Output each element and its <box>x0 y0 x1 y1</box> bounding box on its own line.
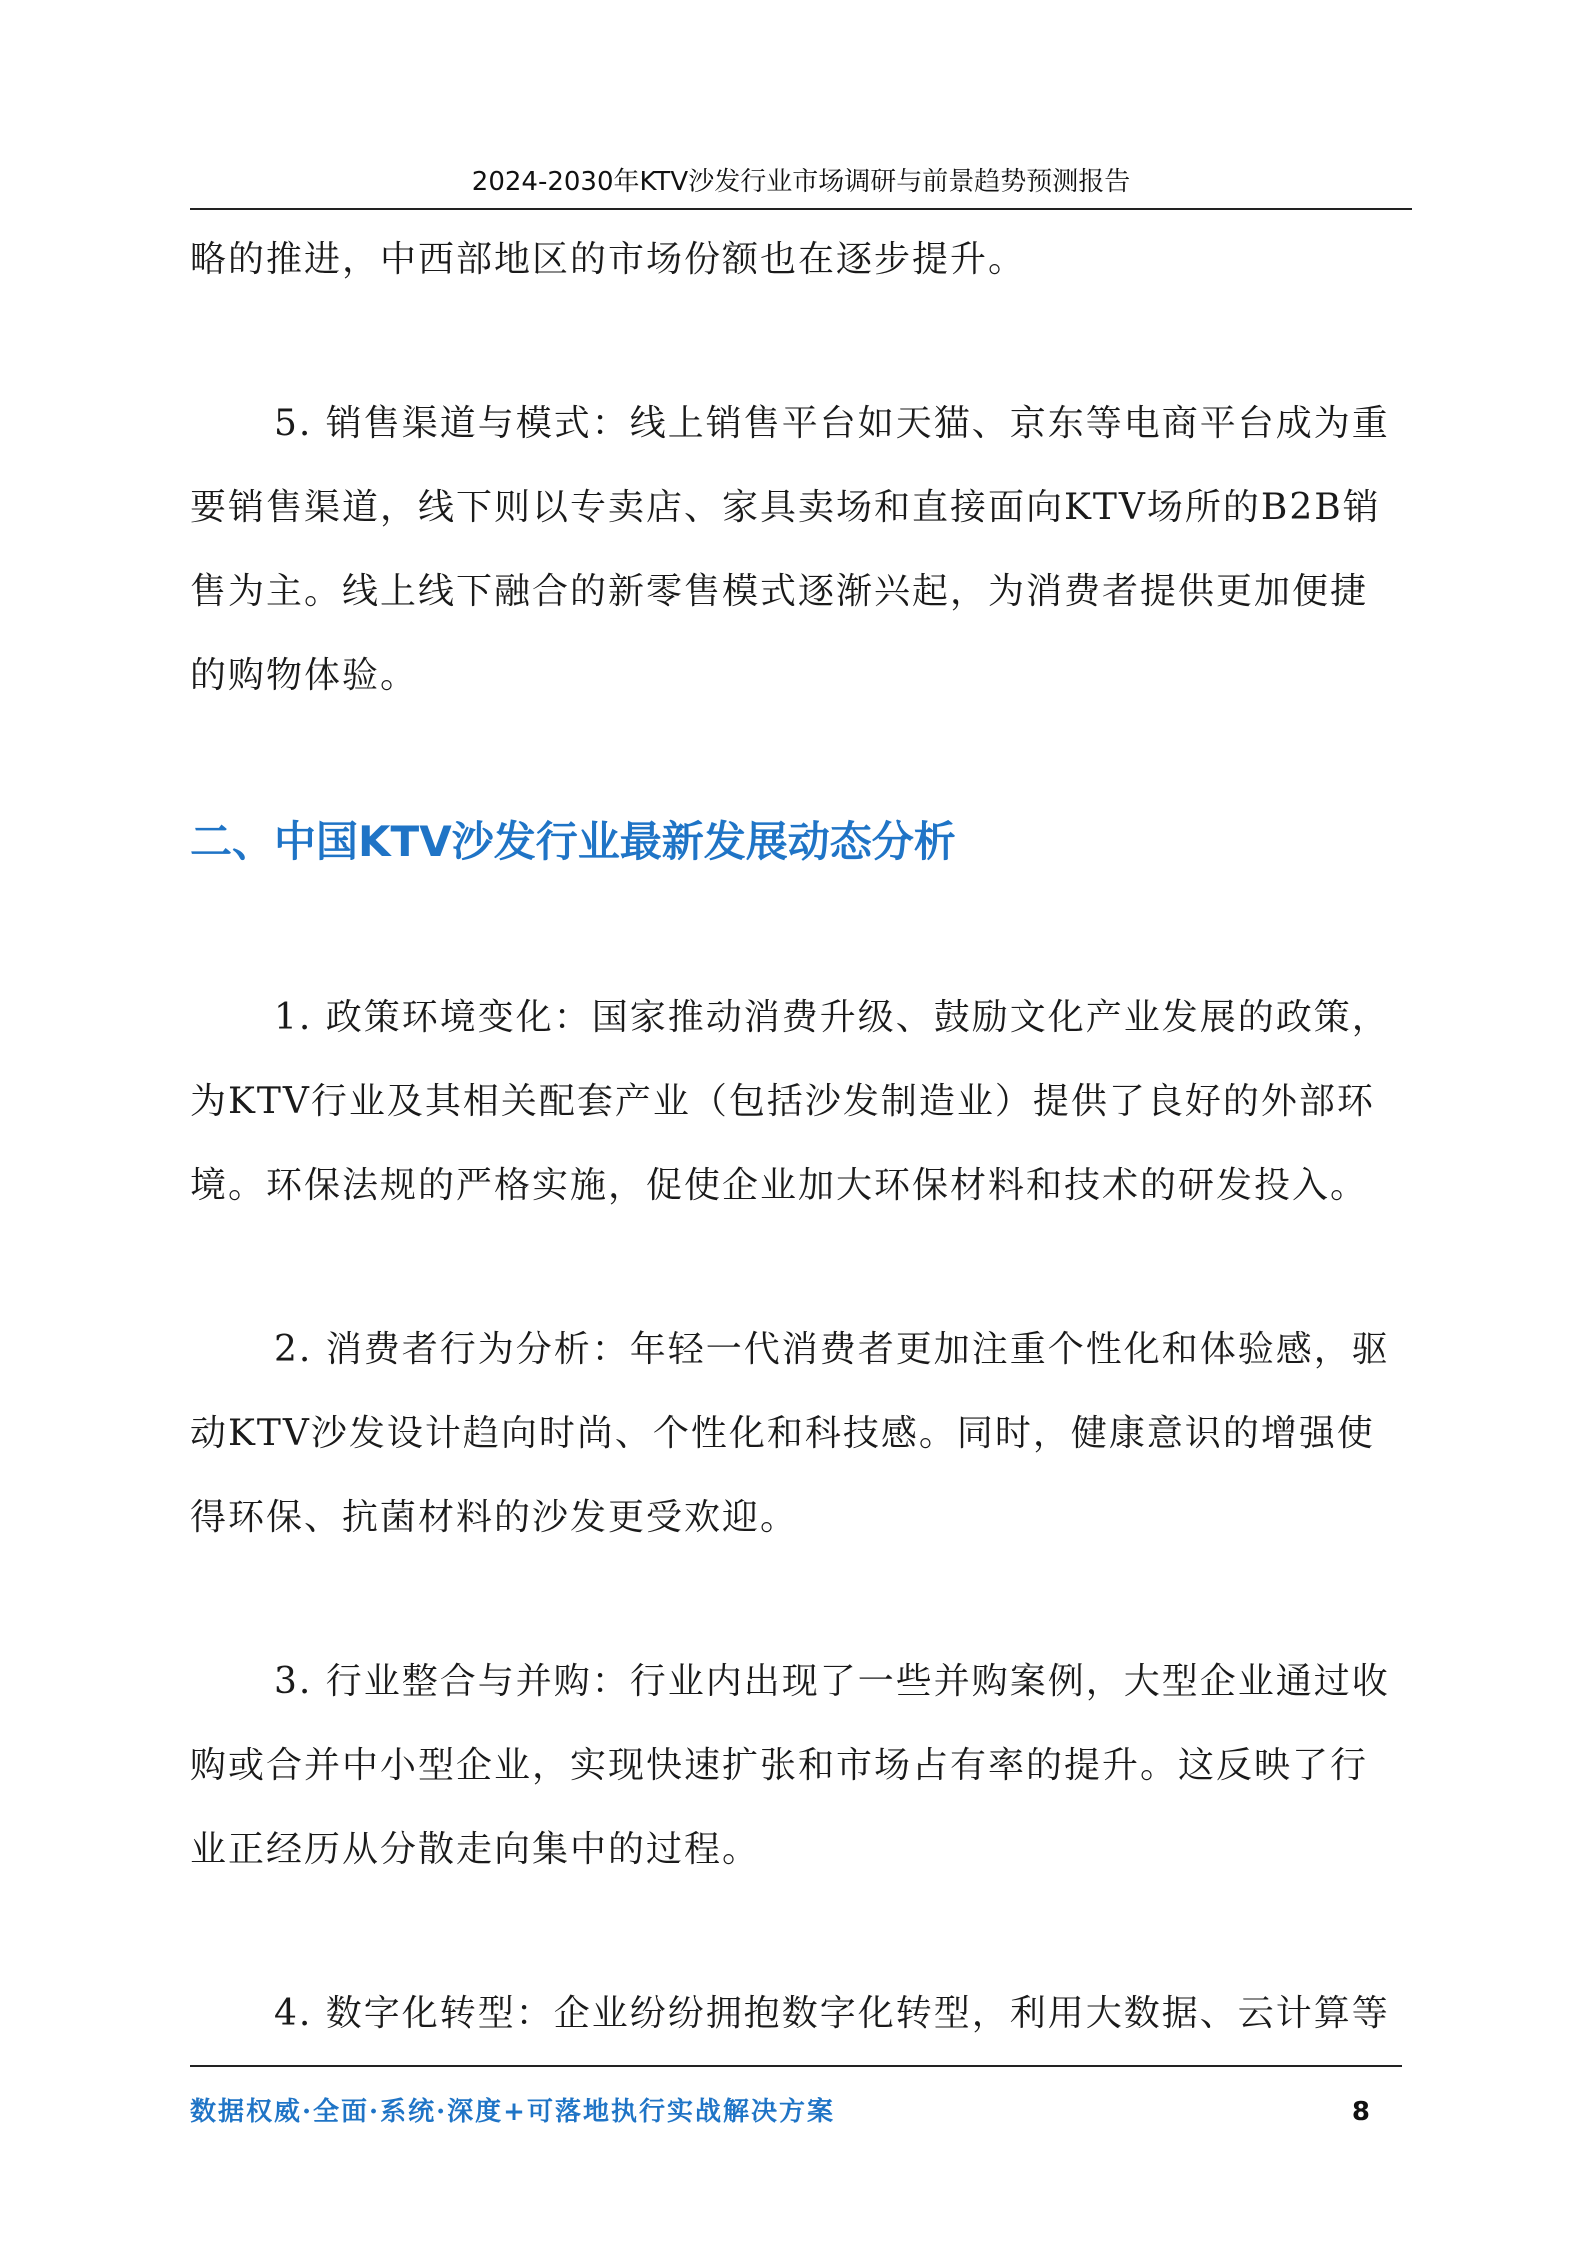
paragraph-item-2-consumer-behavior: 2. 消费者行为分析：年轻一代消费者更加注重个性化和体验感，驱动KTV沙发设计趋向时尚、个性化和科技感。同时，健康意识的增强使得环保、抗菌材料的沙发更受欢迎。 <box>190 1329 1390 1538</box>
footer-slogan: 数据权威·全面·系统·深度+可落地执行实战解决方案 <box>190 2097 835 2127</box>
header-divider <box>190 208 1412 210</box>
paragraph-item-3-consolidation: 3. 行业整合与并购：行业内出现了一些并购案例，大型企业通过收购或合并中小型企业，实现快速扩张和市场占有率的提升。这反映了行业正经历从分散走向集中的过程。 <box>190 1661 1390 1870</box>
page-number: 8 <box>1351 2097 1370 2127</box>
paragraph-item-1-policy: 1. 政策环境变化：国家推动消费升级、鼓励文化产业发展的政策，为KTV行业及其相关配套产业（包括沙发制造业）提供了良好的外部环境。环保法规的严格实施，促使企业加大环保材料和技术的研发投入。 <box>190 997 1390 1206</box>
section-heading: 二、中国KTV沙发行业最新发展动态分析 <box>190 817 956 866</box>
document-header-title: 2024-2030年KTV沙发行业市场调研与前景趋势预测报告 <box>471 167 1131 197</box>
paragraph-item-4-digital-transformation: 4. 数字化转型：企业纷纷拥抱数字化转型，利用大数据、云计算等 <box>274 1993 1390 2034</box>
footer-divider <box>190 2065 1402 2067</box>
paragraph-item-5-sales-channels: 5. 销售渠道与模式：线上销售平台如天猫、京东等电商平台成为重要销售渠道，线下则以专卖店、家具卖场和直接面向KTV场所的B2B销售为主。线上线下融合的新零售模式逐渐兴起，为消费者提供更加便捷的购物体验。 <box>190 403 1390 696</box>
paragraph-continued: 略的推进，中西部地区的市场份额也在逐步提升。 <box>190 239 1027 280</box>
